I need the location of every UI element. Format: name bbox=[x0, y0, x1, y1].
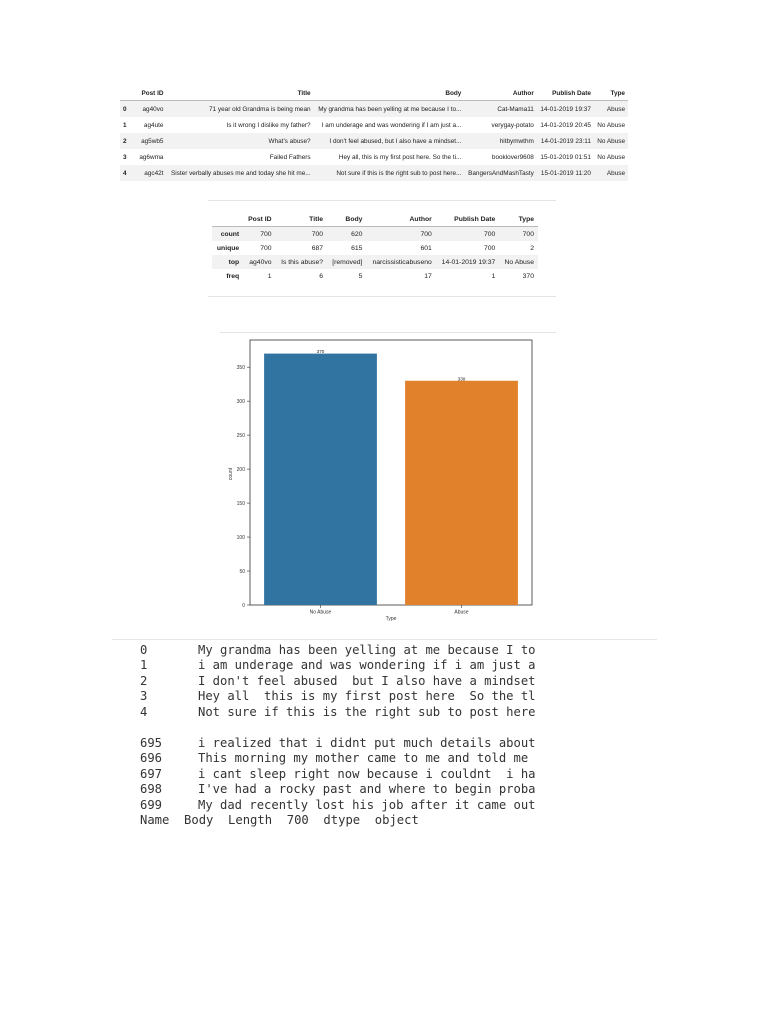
row-index: 2 bbox=[120, 133, 136, 149]
table-cell: Is it wrong I dislike my father? bbox=[226, 121, 311, 129]
table-cell: 700 bbox=[484, 244, 496, 252]
table-cell: hitbymwthm bbox=[464, 133, 536, 149]
table-row bbox=[120, 149, 628, 165]
table-cell: Cat-Mama11 bbox=[464, 101, 536, 118]
y-tick-label: 300 bbox=[236, 398, 245, 405]
row-index: 3 bbox=[123, 153, 127, 161]
column-header: Post ID bbox=[136, 86, 166, 101]
table-cell: 1 bbox=[491, 272, 496, 280]
x-axis-label: Type bbox=[385, 616, 397, 622]
table-cell: 620 bbox=[327, 227, 366, 242]
series-value: i cant sleep right now because i couldnt i ha bbox=[198, 766, 536, 781]
divider bbox=[220, 332, 556, 333]
series-index: 695 bbox=[140, 736, 163, 751]
table-cell: Hey all, this is my first post here. So the ti... bbox=[338, 153, 462, 161]
table-cell: My grandma has been yelling at me because I to... bbox=[314, 101, 465, 118]
table-cell: Is this abuse? bbox=[276, 255, 327, 269]
table-cell: No Abuse bbox=[594, 133, 628, 149]
row-index: unique bbox=[216, 244, 240, 252]
series-footer: Name Body Length 700 dtype object bbox=[140, 813, 419, 828]
series-output bbox=[140, 643, 660, 843]
table-cell: agc42t bbox=[136, 165, 166, 181]
series-value: Hey all this is my first post here So the tl bbox=[198, 689, 536, 704]
table-cell: verygay-potato bbox=[491, 121, 534, 129]
divider bbox=[208, 296, 556, 297]
table-row bbox=[120, 117, 628, 133]
series-tail-lines bbox=[140, 736, 660, 813]
y-tick-label: 350 bbox=[236, 364, 245, 371]
table-header-row bbox=[212, 212, 538, 227]
y-tick-label: 150 bbox=[236, 500, 245, 507]
column-header: Post ID bbox=[243, 212, 275, 227]
series-value: Not sure if this is the right sub to post here bbox=[198, 704, 536, 719]
table-cell: 15-01-2019 01:51 bbox=[540, 153, 591, 161]
bar-abuse bbox=[405, 381, 518, 605]
table-cell: What's abuse? bbox=[166, 133, 313, 149]
table-row bbox=[212, 255, 538, 269]
output-divider bbox=[112, 639, 657, 640]
table-cell: narcissisticabuseno bbox=[366, 255, 435, 269]
table-cell: 700 bbox=[436, 227, 500, 242]
series-value: i am underage and was wondering if i am just a bbox=[198, 658, 536, 673]
table-row bbox=[120, 101, 628, 118]
table-cell: 14-01-2019 19:37 bbox=[436, 255, 500, 269]
table-cell: 5 bbox=[358, 272, 363, 280]
column-header: Author bbox=[464, 86, 536, 101]
dataframe-describe-table bbox=[212, 212, 538, 283]
y-tick-label: 0 bbox=[242, 602, 245, 609]
series-index: 0 bbox=[140, 643, 148, 657]
table-cell: 700 bbox=[260, 244, 272, 252]
column-header: Publish Date bbox=[436, 212, 500, 227]
table-cell: Not sure if this is the right sub to post here... bbox=[314, 165, 465, 181]
table-cell: I am underage and was wondering if I am just a... bbox=[321, 121, 462, 129]
table-cell: Abuse bbox=[594, 101, 628, 118]
series-value: I've had a rocky past and where to begin proba bbox=[198, 782, 536, 797]
table-cell: ag5wb5 bbox=[136, 133, 166, 149]
series-line bbox=[140, 643, 660, 658]
table-cell: booklover9608 bbox=[491, 153, 534, 161]
table-cell: 1 bbox=[267, 272, 272, 280]
table-cell: 71 year old Grandma is being mean bbox=[166, 101, 313, 118]
row-index: 0 bbox=[120, 101, 136, 118]
table-cell: I don't feel abused, but I also have a mindset... bbox=[314, 133, 465, 149]
x-axis bbox=[310, 605, 469, 616]
series-index: 696 bbox=[140, 751, 163, 766]
table-cell: 615 bbox=[351, 244, 363, 252]
series-line bbox=[140, 767, 660, 782]
bar-no-abuse bbox=[264, 354, 377, 605]
series-line bbox=[140, 658, 660, 673]
series-head-lines bbox=[140, 643, 660, 720]
series-line bbox=[140, 798, 660, 813]
type-count-bar-chart bbox=[222, 334, 558, 624]
table-cell: Abuse bbox=[594, 165, 628, 181]
table-cell: ag6wma bbox=[139, 153, 164, 161]
table-cell: 700 bbox=[499, 227, 538, 242]
table-cell: Sister verbally abuses me and today she hit me... bbox=[166, 165, 313, 181]
table-cell: 700 bbox=[276, 227, 327, 242]
series-line bbox=[140, 705, 660, 720]
table-cell: [removed] bbox=[327, 255, 366, 269]
bar-data-label: 370 bbox=[316, 349, 325, 355]
bar-data-label: 330 bbox=[457, 376, 466, 382]
divider bbox=[208, 200, 556, 201]
series-index: 699 bbox=[140, 797, 163, 812]
column-header: Author bbox=[366, 212, 435, 227]
table-cell: 370 bbox=[522, 272, 534, 280]
table-cell: No Abuse bbox=[597, 153, 625, 161]
table-cell: 687 bbox=[311, 244, 324, 252]
table-row bbox=[212, 269, 538, 283]
column-header: Body bbox=[314, 86, 465, 101]
column-header: Title bbox=[276, 212, 327, 227]
table-cell: 17 bbox=[424, 272, 432, 280]
table-cell: 15-01-2019 11:20 bbox=[537, 165, 594, 181]
series-index: 697 bbox=[140, 766, 163, 781]
series-line bbox=[140, 689, 660, 704]
column-header: Title bbox=[166, 86, 313, 101]
table-cell: 700 bbox=[366, 227, 435, 242]
y-tick-label: 200 bbox=[236, 466, 245, 473]
table-header-row bbox=[120, 86, 628, 101]
table-row bbox=[120, 133, 628, 149]
y-tick-label: 50 bbox=[239, 568, 245, 575]
column-header: Type bbox=[594, 86, 628, 101]
table-row bbox=[212, 241, 538, 255]
y-axis-label: count bbox=[228, 467, 234, 481]
table-row bbox=[212, 227, 538, 242]
column-header: Publish Date bbox=[537, 86, 594, 101]
table-cell: 14-01-2019 23:11 bbox=[537, 133, 594, 149]
y-tick-label: 100 bbox=[236, 534, 245, 541]
table-cell: ag40vo bbox=[136, 101, 166, 118]
series-value: This morning my mother came to me and told me bbox=[198, 751, 529, 766]
table-cell: BangersAndMashTasty bbox=[464, 165, 536, 181]
series-index: 4 bbox=[140, 704, 148, 719]
series-line bbox=[140, 751, 660, 766]
y-tick-label: 250 bbox=[236, 432, 245, 439]
row-index: count bbox=[212, 227, 243, 242]
series-line bbox=[140, 782, 660, 797]
column-header bbox=[120, 86, 136, 101]
row-index: 4 bbox=[120, 165, 136, 181]
series-line bbox=[140, 736, 660, 751]
table-row bbox=[120, 165, 628, 181]
x-tick-label: Abuse bbox=[454, 609, 469, 616]
column-header bbox=[212, 212, 243, 227]
series-index: 1 bbox=[140, 658, 148, 673]
table-cell: 6 bbox=[319, 272, 324, 280]
series-value: My dad recently lost his job after it came out bbox=[198, 797, 536, 812]
row-index: freq bbox=[226, 272, 240, 280]
column-header: Body bbox=[327, 212, 366, 227]
series-line bbox=[140, 674, 660, 689]
row-index: 1 bbox=[123, 121, 127, 129]
table-cell: ag4ute bbox=[143, 121, 164, 129]
table-cell: No Abuse bbox=[597, 121, 625, 129]
series-value: I don't feel abused but I also have a mindset bbox=[198, 673, 536, 688]
table-cell: Failed Fathers bbox=[269, 153, 311, 161]
y-axis bbox=[237, 365, 250, 609]
series-index: 3 bbox=[140, 689, 148, 704]
table-cell: 14-01-2019 20:45 bbox=[540, 121, 591, 129]
table-cell: 601 bbox=[420, 244, 432, 252]
table-cell: 2 bbox=[530, 244, 534, 252]
table-cell: 700 bbox=[243, 227, 275, 242]
series-index: 2 bbox=[140, 673, 148, 688]
table-cell: ag40vo bbox=[243, 255, 275, 269]
row-index: top bbox=[212, 255, 243, 269]
series-value: i realized that i didnt put much details about bbox=[198, 736, 536, 751]
table-cell: No Abuse bbox=[499, 255, 538, 269]
table-cell: 14-01-2019 19:37 bbox=[537, 101, 594, 118]
series-value: My grandma has been yelling at me because I to bbox=[198, 643, 536, 657]
dataframe-head-table bbox=[120, 86, 628, 181]
x-tick-label: No Abuse bbox=[309, 609, 332, 616]
series-index: 698 bbox=[140, 782, 163, 797]
column-header: Type bbox=[499, 212, 538, 227]
